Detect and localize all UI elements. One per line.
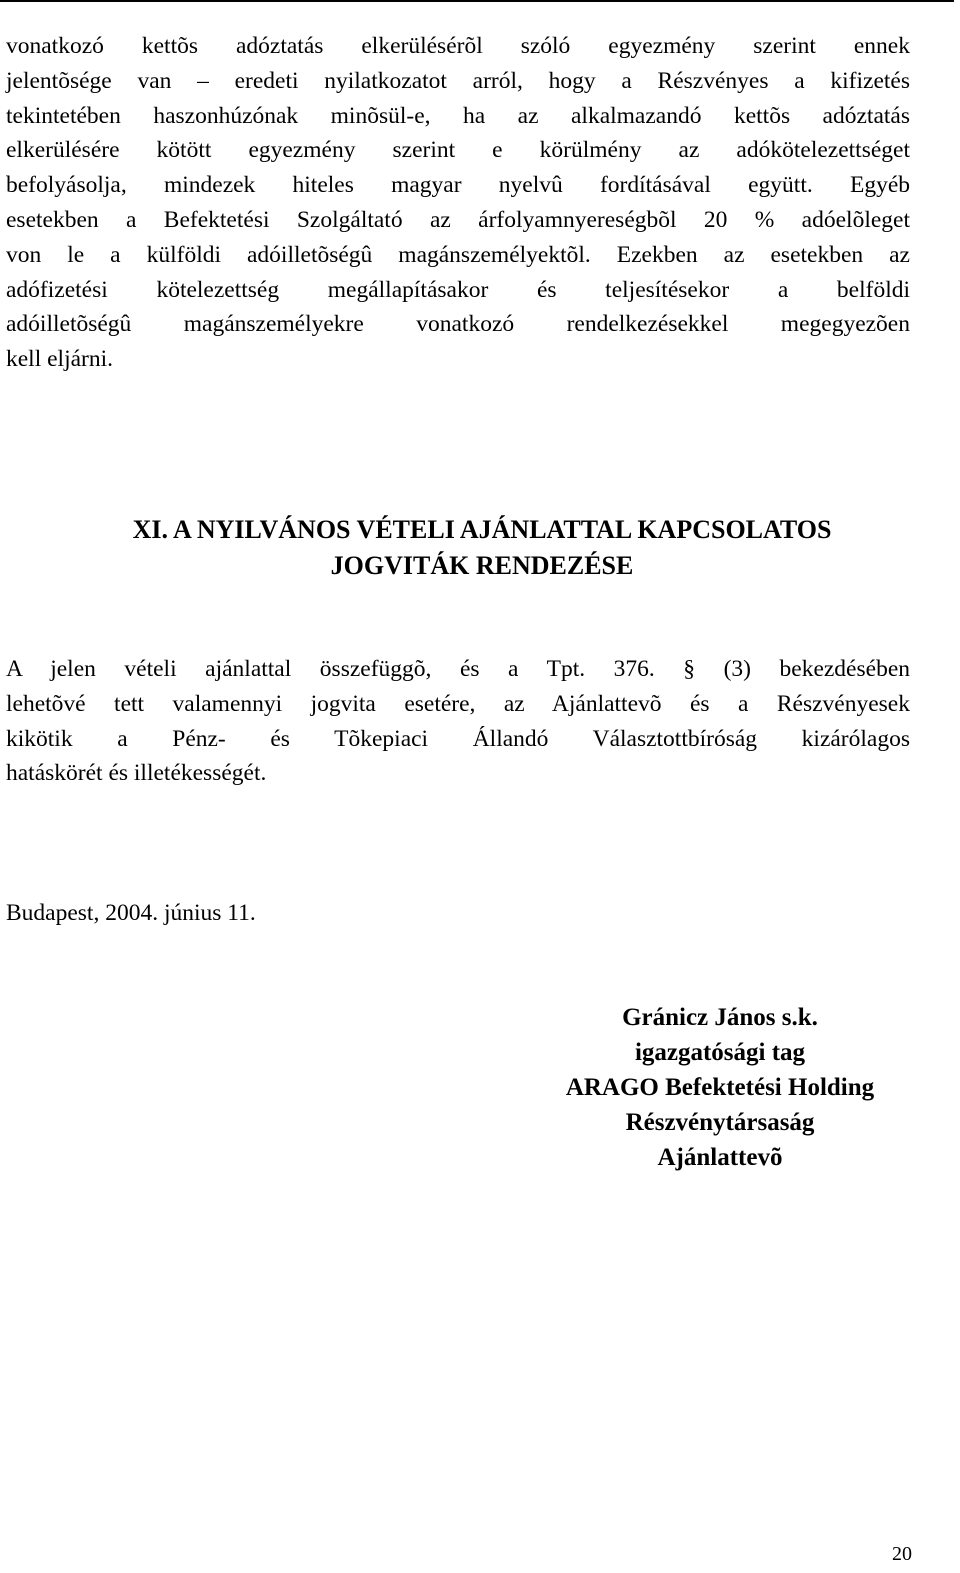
- signatory-role: igazgatósági tag: [634, 1039, 806, 1066]
- text-line: jelentõsége van – eredeti nyilatkozatot arról, hogy a Részvényes a kifizetés: [6, 67, 910, 94]
- text-line: kell eljárni.: [6, 346, 114, 373]
- party-designation: Ajánlattevõ: [657, 1144, 783, 1171]
- company-form: Részvénytársaság: [625, 1109, 815, 1136]
- text-line: adóilletõségû magánszemélyekre vonatkozó rendelkezésekkel megegyezõen: [6, 311, 910, 338]
- text-line: vonatkozó kettõs adóztatás elkerülésérõl szóló egyezmény szerint ennek: [6, 33, 910, 59]
- paragraph-tax-withholding: [6, 29, 910, 377]
- paragraph-dispute-resolution: [6, 652, 910, 791]
- text-line: elkerülésére kötött egyezmény szerint e körülmény az adókötelezettséget: [6, 137, 910, 164]
- text-line: esetekben a Befektetési Szolgáltató az árfolyamnyereségbõl 20 % adóelõleget: [6, 206, 910, 233]
- signatory-name: Gránicz János s.k.: [622, 1004, 818, 1031]
- text-line: A jelen vételi ajánlattal összefüggõ, és a Tpt. 376. § (3) bekezdésében: [6, 656, 910, 682]
- section-heading: [0, 512, 960, 584]
- signature-block: [520, 1000, 920, 1175]
- page-number: 20: [892, 1543, 912, 1565]
- text-line: befolyásolja, mindezek hiteles magyar nyelvû fordításával együtt. Egyéb: [6, 172, 910, 199]
- text-line: lehetõvé tett valamennyi jogvita esetére, az Ajánlattevõ és a Részvényesek: [6, 690, 910, 717]
- text-line: von le a külföldi adóilletõségû magánszemélyektõl. Ezekben az esetekben az: [6, 241, 910, 268]
- text-line: tekintetében haszonhúzónak minõsül-e, ha az alkalmazandó kettõs adóztatás: [6, 102, 910, 129]
- section-heading-line: XI. A NYILVÁNOS VÉTELI AJÁNLATTAL KAPCSOLATOS: [132, 515, 832, 544]
- text-line: hatáskörét és illetékességét.: [6, 760, 267, 787]
- text-line: adófizetési kötelezettség megállapításakor és teljesítésekor a belföldi: [6, 276, 910, 303]
- place-and-date: Budapest, 2004. június 11.: [6, 900, 256, 926]
- company-name: ARAGO Befektetési Holding: [565, 1074, 875, 1101]
- text-line: kikötik a Pénz- és Tõkepiaci Állandó Választottbíróság kizárólagos: [6, 725, 910, 752]
- top-rule: [0, 0, 954, 2]
- section-heading-line: JOGVITÁK RENDEZÉSE: [330, 551, 634, 580]
